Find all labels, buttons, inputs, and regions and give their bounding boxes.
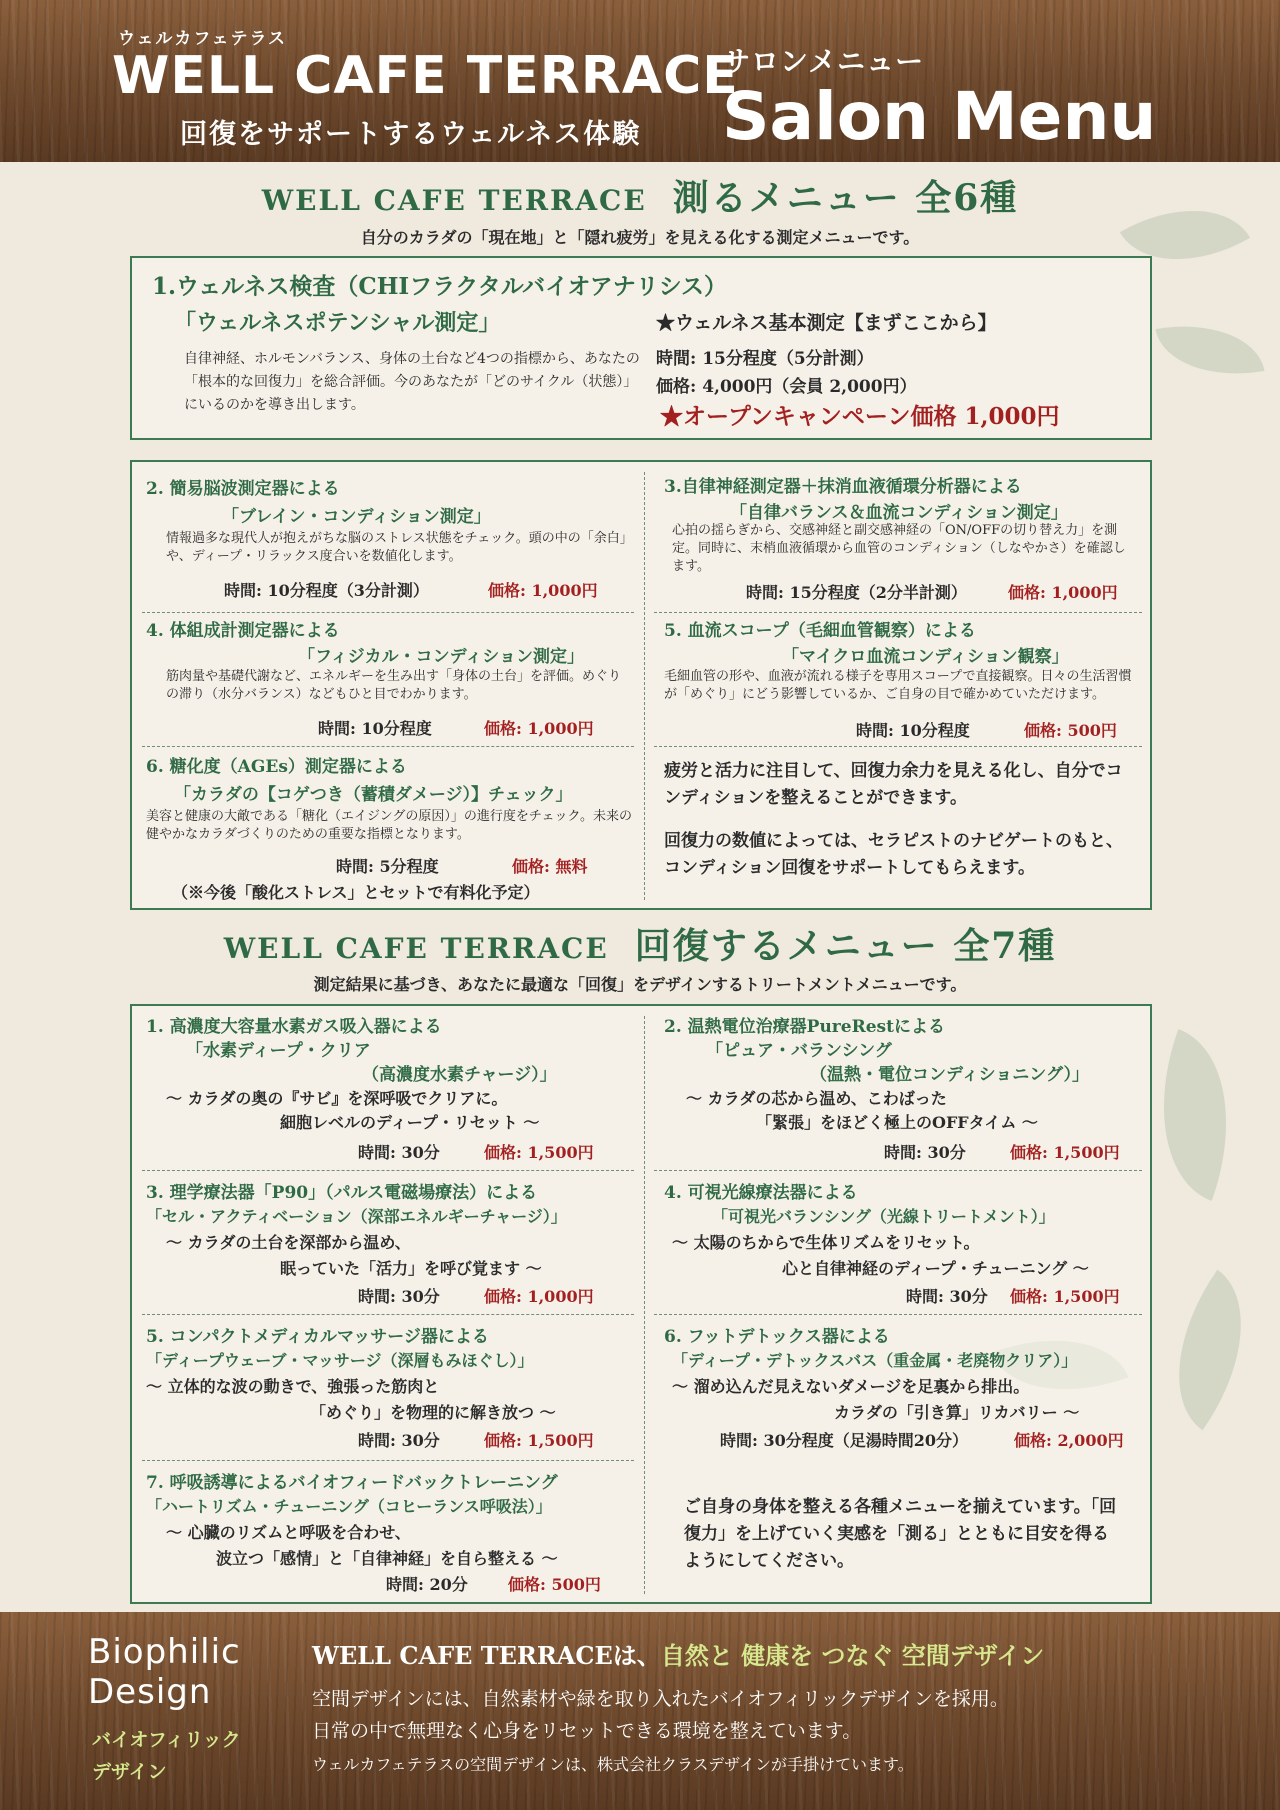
measure-subtitle: 自分のカラダの「現在地」と「隠れ疲労」を見える化する測定メニューです。 [360,228,920,247]
grid-divider [142,1170,634,1171]
tagline: 回復をサポートするウェルネス体験 [180,119,642,150]
leaf-decoration [1137,1270,1280,1431]
item-time: 時間: 10分程度 [856,721,970,740]
item-subtitle: 「ハートリズム・チューニング（コヒーランス呼吸法）」 [146,1497,552,1516]
item-subtitle-2: （高濃度水素チャージ）」 [362,1065,557,1085]
item-title: 4. 可視光線療法器による [664,1183,858,1203]
item-line-1: 〜 太陽のちからで生体リズムをリセット。 [672,1233,980,1252]
item-line-2: 細胞レベルのディープ・リセット 〜 [280,1113,540,1132]
item-price: 価格: 500円 [1024,721,1117,740]
item-title: 2. 簡易脳波測定器による [146,479,340,499]
item-title: 4. 体組成計測定器による [146,621,340,641]
item-title: 3. 理学療法器「P90」（パルス電磁場療法）による [146,1183,538,1203]
item-subtitle: 「ブレイン・コンディション測定」 [222,507,491,527]
feature-time: 時間: 15分程度（5分計測） [656,349,874,369]
item-line-2: 「めぐり」を物理的に解き放つ 〜 [310,1403,556,1422]
feature-title: 1.ウェルネス検査（CHIフラクタルバイオアナリシス） [152,273,728,300]
measure-section-title [0,170,1280,221]
biophilic-design-logo [88,1632,241,1712]
grid-divider [654,1170,1142,1171]
item-line-2: 「緊張」をほどく極上のOFFタイム 〜 [756,1113,1038,1132]
item-description: 筋肉量や基礎代謝など、エネルギーを生み出す「身体の土台」を評価。めぐりの滞り（水分バランス）などもひと目でわかります。 [166,669,622,702]
recover-title-jp: 回復するメニュー 全7種 [634,925,1057,967]
item-time: 時間: 30分程度（足湯時間20分） [720,1431,969,1450]
feature-subtitle: 「ウェルネスポテンシャル測定」 [174,310,501,336]
footer-head-brand: WELL CAFE TERRACEは、 [312,1641,661,1670]
measure-title-en: WELL CAFE TERRACE [261,184,647,217]
item-time: 時間: 30分 [358,1287,440,1306]
item-title: 3.自律神経測定器＋抹消血液循環分析器による [664,477,1022,497]
item-note: （※今後「酸化ストレス」とセットで有料化予定） [172,883,540,902]
item-price: 価格: 2,000円 [1014,1431,1124,1450]
recover-grid-box [130,1004,1152,1604]
item-line-2: カラダの「引き算」リカバリー 〜 [834,1403,1080,1422]
item-line-2: 心と自律神経のディープ・チューニング 〜 [782,1259,1089,1278]
item-description: 情報過多な現代人が抱えがちな脳のストレス状態をチェック。頭の中の「余白」や、ディープ・リラックス度合いを数値化します。 [166,531,627,564]
item-price: 価格: 1,000円 [484,1287,594,1306]
bio-jp-line-1: バイオフィリック [92,1729,241,1751]
item-price: 価格: 1,500円 [484,1143,594,1162]
grid-divider [142,746,634,747]
item-title: 2. 温熱電位治療器PureRestによる [664,1017,945,1037]
bio-line-2: Design [88,1672,212,1712]
item-line-2: 波立つ「感情」と「自律神経」を自ら整える 〜 [216,1549,558,1568]
item-time: 時間: 30分 [884,1143,966,1162]
item-time: 時間: 10分程度（3分計測） [224,581,429,600]
item-line-1: 〜 カラダの奥の『サビ』を深呼吸でクリアに。 [166,1089,508,1108]
item-title: 1. 高濃度大容量水素ガス吸入器による [146,1017,442,1037]
feature-basic-label: ★ウェルネス基本測定【まずここから】 [656,312,997,334]
measure-grid-box [130,460,1152,910]
biophilic-design-kana [92,1724,241,1788]
item-subtitle: 「フィジカル・コンディション測定」 [298,647,584,667]
recover-section-title [0,918,1280,969]
grid-divider [644,1016,645,1594]
item-time: 時間: 30分 [906,1287,988,1306]
salon-menu-kana: サロンメニュー [722,45,925,78]
item-line-1: 〜 カラダの土台を深部から温め、 [166,1233,411,1252]
recover-subtitle: 測定結果に基づき、あなたに最適な「回復」をデザインするトリートメントメニューです。 [313,975,967,994]
item-line-1: 〜 溜め込んだ見えないダメージを足裏から排出。 [672,1377,1030,1396]
footer-headline [312,1636,1044,1671]
item-title: 6. 糖化度（AGEs）測定器による [146,757,407,777]
item-line-2: 眠っていた「活力」を呼び覚ます 〜 [280,1259,542,1278]
footer-line-2: 日常の中で無理なく心身をリセットできる環境を整えています。 [312,1720,862,1742]
recover-title-en: WELL CAFE TERRACE [223,932,609,965]
header-banner [0,0,1280,162]
item-subtitle: 「マイクロ血流コンディション観察」 [782,647,1069,667]
footer-banner [0,1612,1280,1810]
item-time: 時間: 15分程度（2分半計測） [746,583,967,602]
feature-description: 自律神経、ホルモンバランス、身体の土台など4つの指標から、あなたの「根本的な回復力」を総合評価。今のあなたが「どのサイクル（状態）」にいるのかを導き出します。 [184,351,640,413]
item-subtitle: 「可視光バランシング（光線トリートメント）」 [712,1207,1055,1226]
item-subtitle-2: （温熱・電位コンディショニング）」 [810,1065,1089,1085]
item-description: 美容と健康の大敵である「糖化（エイジングの原因）」の進行度をチェック。未来の健やかなカラダづくりのための重要な指標となります。 [146,809,633,842]
footer-line-1: 空間デザインには、自然素材や緑を取り入れたバイオフィリックデザインを採用。 [312,1688,1009,1710]
grid-divider [644,472,645,900]
item-title: 7. 呼吸誘導によるバイオフィードバックトレーニング [146,1473,558,1493]
item-description: 心拍の揺らぎから、交感神経と副交感神経の「ON/OFFの切り替え力」を測定。同時に、末梢血液循環から血管のコンディション（しなやかさ）を確認します。 [672,523,1126,574]
item-subtitle: 「セル・アクティベーション（深部エネルギーチャージ）」 [146,1207,567,1226]
item-subtitle: 「自律バランス＆血流コンディション測定」 [730,503,1068,523]
item-line-1: 〜 立体的な波の動きで、強張った筋肉と [146,1377,440,1396]
item-title: 5. 血流スコープ（毛細血管観察）による [664,621,976,641]
measure-title-jp: 測るメニュー 全6種 [672,177,1019,219]
item-price: 価格: 1,500円 [1010,1287,1120,1306]
item-price: 価格: 1,500円 [484,1431,594,1450]
grid-divider [654,612,1142,613]
brand-name: WELL CAFE TERRACE [112,46,739,106]
item-price: 価格: 1,000円 [484,719,594,738]
footer-head-highlight: 自然と 健康を つなぐ 空間デザイン [660,1641,1045,1670]
item-line-1: 〜 心臓のリズムと呼吸を合わせ、 [166,1523,411,1542]
item-subtitle: 「カラダの【コゲつき（蓄積ダメージ）】チェック」 [174,785,573,805]
bio-jp-line-2: デザイン [92,1761,167,1783]
item-time: 時間: 20分 [386,1575,468,1594]
grid-divider [654,1314,1142,1315]
item-time: 時間: 30分 [358,1143,440,1162]
item-title: 6. フットデトックス器による [664,1327,890,1347]
item-price: 価格: 500円 [508,1575,601,1594]
measure-summary-1: 疲労と活力に注目して、回復力余力を見える化し、自分でコンディションを整えることができます。 [664,761,1123,808]
item-line-1: 〜 カラダの芯から温め、こわばった [686,1089,947,1108]
item-price: 価格: 無料 [512,857,588,876]
grid-divider [142,1460,634,1461]
grid-divider [142,612,634,613]
bio-line-1: Biophilic [88,1632,241,1672]
item-title: 5. コンパクトメディカルマッサージ器による [146,1327,489,1347]
grid-divider [654,746,1142,747]
recover-summary: ご自身の身体を整える各種メニューを揃えています。「回復力」を上げていく実感を「測る」とともに目安を得るようにしてください。 [684,1497,1117,1571]
footer-line-3: ウェルカフェテラスの空間デザインは、株式会社クラスデザインが手掛けています。 [312,1755,914,1774]
feature-box [130,256,1152,440]
leaf-decoration [1156,312,1265,388]
item-time: 時間: 5分程度 [336,857,439,876]
grid-divider [142,1314,634,1315]
item-price: 価格: 1,000円 [1008,583,1118,602]
item-subtitle: 「ディープ・デトックスバス（重金属・老廃物クリア）」 [672,1351,1078,1370]
item-subtitle: 「ピュア・バランシング [706,1041,892,1061]
feature-price: 価格: 4,000円（会員 2,000円） [656,377,917,397]
salon-menu-title: Salon Menu [722,78,1157,155]
brand-kana: ウェルカフェテラス [118,29,287,49]
measure-summary-2: 回復力の数値によっては、セラピストのナビゲートのもと、コンディション回復をサポートしてもらえます。 [664,831,1123,878]
item-description: 毛細血管の形や、血液が流れる様子を専用スコープで直接観察。日々の生活習慣が「めぐり」にどう影響しているか、ご自身の目で確かめていただけます。 [664,669,1132,702]
item-price: 価格: 1,500円 [1010,1143,1120,1162]
item-subtitle: 「ディープウェーブ・マッサージ（深層もみほぐし）」 [146,1351,534,1370]
item-price: 価格: 1,000円 [488,581,598,600]
item-subtitle: 「水素ディープ・クリア [186,1041,371,1061]
feature-campaign-price: ★オープンキャンペーン価格 1,000円 [660,403,1060,430]
item-time: 時間: 10分程度 [318,719,432,738]
item-time: 時間: 30分 [358,1431,440,1450]
